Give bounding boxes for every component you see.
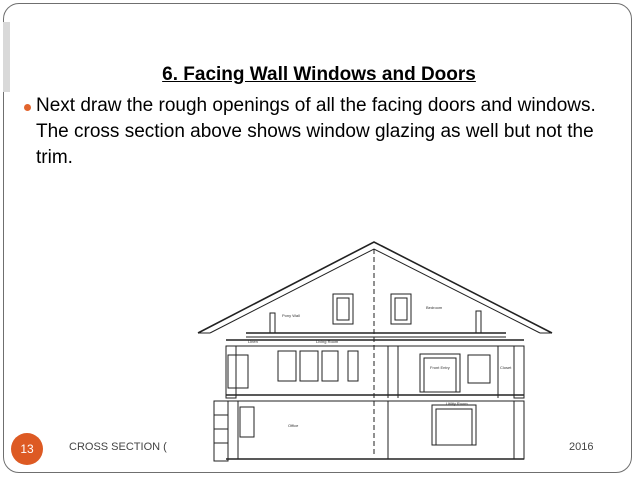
footer-label: CROSS SECTION ( [69, 441, 167, 453]
drawing-label-lower-left: Office [288, 423, 299, 428]
drawing-label-upper-mid: Living Room [316, 339, 339, 344]
drawing-label-upper-far-right: Closet [500, 365, 512, 370]
slide-title: 6. Facing Wall Windows and Doors [162, 64, 476, 85]
cross-section-drawing [188, 235, 566, 479]
footer-year: 2016 [569, 441, 594, 453]
page-number-badge: 13 [11, 433, 43, 465]
drawing-label-upper-right: Front Entry [430, 365, 450, 370]
drawing-label-attic-right: Bedroom [426, 305, 443, 310]
bullet-dot-icon [24, 104, 31, 111]
drawing-label-upper-left: Linen [248, 339, 258, 344]
drawing-label-lower-right: Utility Room [446, 401, 468, 406]
bullet-item [36, 93, 606, 171]
bullet-text: Next draw the rough openings of all the facing doors and windows. The cross section above shows window glazing as well but not the trim. [36, 95, 596, 168]
drawing-label-attic-left: Pony Wall [282, 313, 300, 318]
